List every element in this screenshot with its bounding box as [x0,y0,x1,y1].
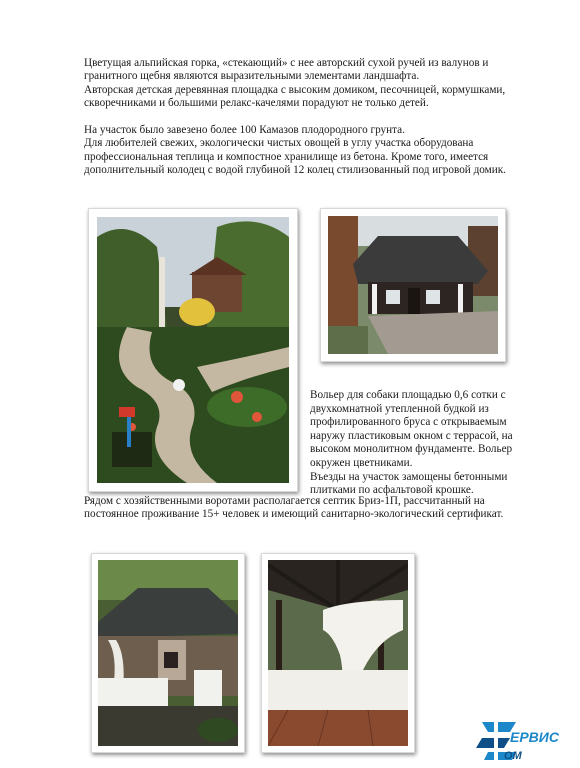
gazebo-bbq-photo [91,553,245,753]
logo-subtext: ОМ [504,750,522,762]
dog-kennel-photo [320,208,506,362]
text-line: Въезды на участок замощены бетонными [310,470,508,483]
septic-paragraph [84,495,544,522]
kennel-caption [310,389,545,498]
logo-text: ЕРВИС [510,729,559,745]
company-logo [476,716,568,762]
text-line: гранитного щебня являются выразительными элементами ландшафта. [84,70,420,83]
garden-path-photo [88,208,298,492]
text-line: плитками по асфальтовой крошке. [310,484,474,497]
text-line: Цветущая альпийская горка, «стекающий» с нее авторский сухой ручей из валунов и [84,57,489,69]
logo-graphic [476,716,568,762]
text-line: наружу пластиковым окном с террасой, на [310,429,513,442]
intro-paragraph [84,57,544,111]
text-line: постоянное проживание 15+ человек и имеющий санитарно-экологический сертификат. [84,508,504,521]
text-line: окружен цветниками. [310,456,413,469]
text-line: Рядом с хозяйственными воротами располагается септик Бриз-1П, рассчитанный на [84,495,485,507]
text-line: профилированного бруса с открываемым [310,416,507,429]
gazebo-interior-photo [261,553,415,753]
text-line: дополнительный колодец с водой глубиной 12 колец стилизованный под игровой домик. [84,164,506,177]
text-line: Авторская детская деревянная площадка с высоким домиком, песочницей, кормушками, [84,83,506,96]
text-line: Для любителей свежих, экологически чистых овощей в углу участка оборудована [84,137,474,150]
text-line: профессиональная теплица и компостное хранилище из бетона. Кроме того, имеется [84,150,489,163]
text-line: скворечниками и большими релакс-качелями порадуют не только детей. [84,97,429,110]
text-line: Вольер для собаки площадью 0,6 сотки с [310,389,506,401]
text-line: двухкомнатной утепленной будкой из [310,402,489,415]
text-line: На участок было завезено более 100 Камазов плодородного грунта. [84,124,405,136]
soil-paragraph [84,124,544,178]
text-line: высоком монолитном фундаменте. Вольер [310,443,513,456]
